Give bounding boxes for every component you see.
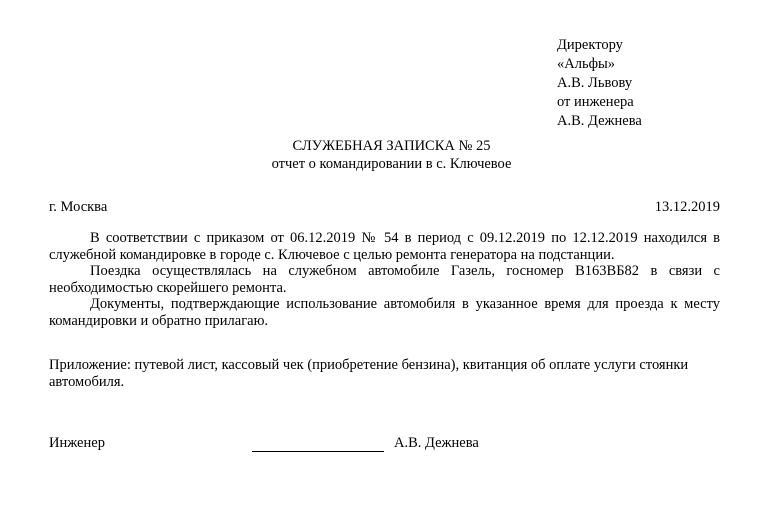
addressee-line: «Альфы» — [557, 56, 615, 72]
addressee-line: Директору — [557, 37, 623, 53]
place-label: г. Москва — [49, 199, 108, 215]
signature-name: А.В. Дежнева — [394, 435, 479, 451]
addressee-block — [557, 36, 642, 131]
addressee-line: А.В. Львову — [557, 75, 633, 91]
addressee-line: А.В. Дежнева — [557, 113, 642, 129]
addressee-line: от инженера — [557, 94, 634, 110]
document-subtitle: отчет о командировании в с. Ключевое — [271, 156, 512, 172]
signature-line — [252, 451, 384, 452]
attachment-note: Приложение: путевой лист, кассовый чек (приобретение бензина), квитанция об оплате услуги стоянки автомобиля. — [49, 357, 689, 390]
body-paragraph: Документы, подтверждающие использование автомобиля в указанное время для проезда к месту командировки и обратно прилагаю. — [49, 296, 720, 329]
memo-body — [49, 230, 720, 329]
signature-role: Инженер — [49, 435, 105, 451]
date-label: 13.12.2019 — [654, 199, 720, 215]
body-paragraph: Поездка осуществлялась на служебном автомобиле Газель, госномер В163ВБ82 в связи с необходимостью скорейшего ремонта. — [49, 263, 720, 296]
body-paragraph: В соответствии с приказом от 06.12.2019 № 54 в период с 09.12.2019 по 12.12.2019 находился в служебной командировке в городе с. Ключевое с целью ремонта генератора на подстанции. — [49, 230, 720, 263]
document-title: СЛУЖЕБНАЯ ЗАПИСКА № 25 — [292, 138, 491, 154]
